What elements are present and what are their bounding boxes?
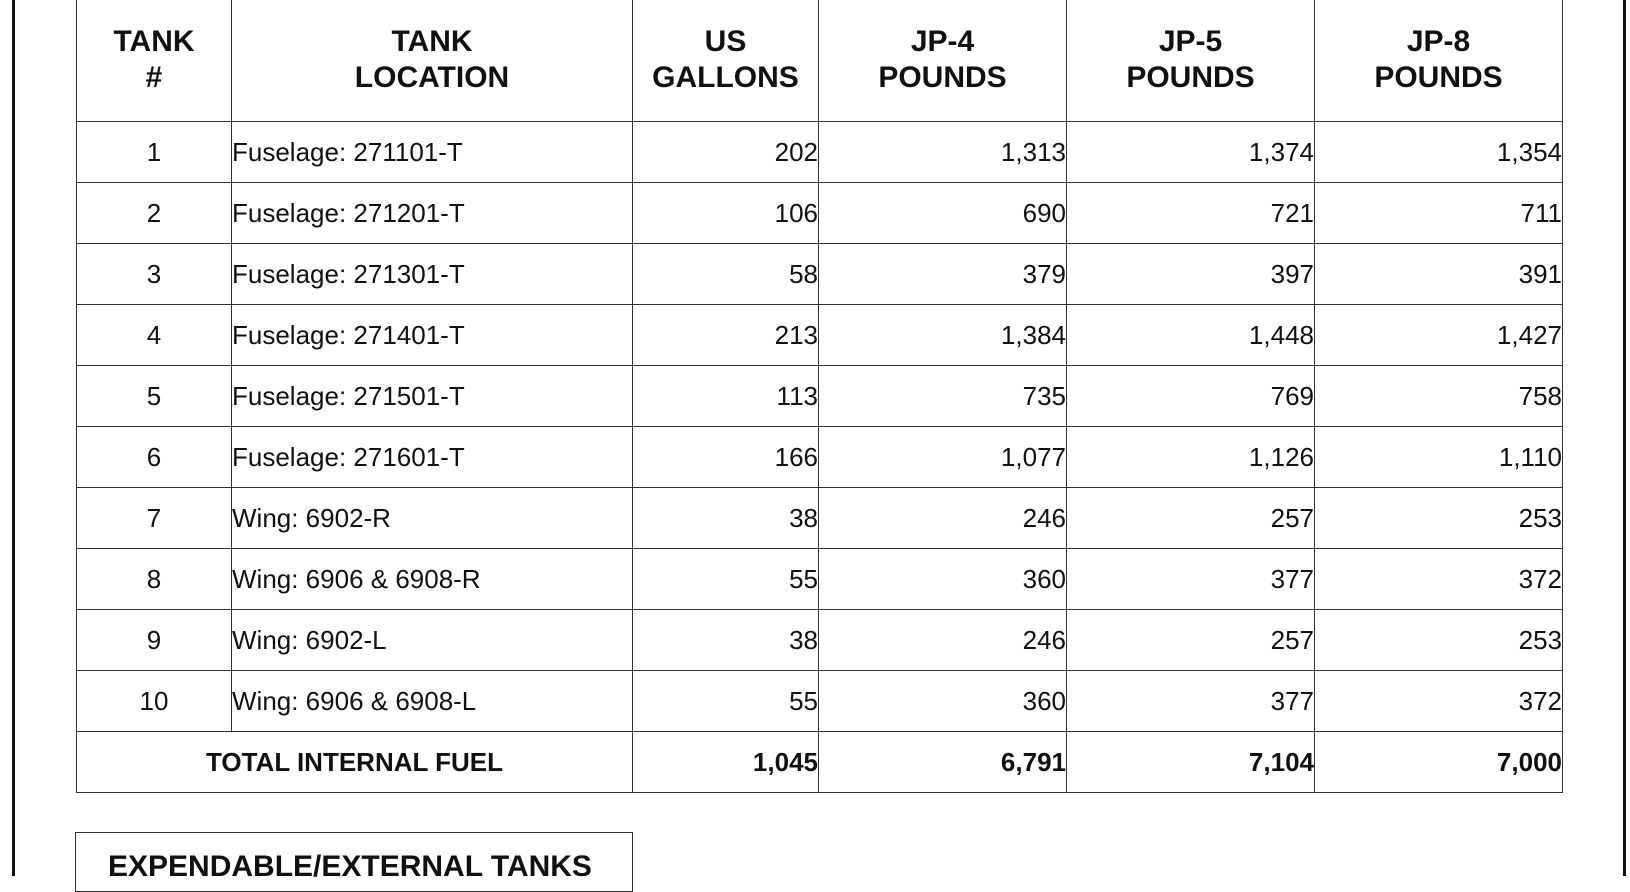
tank-number: 6 [77,427,232,488]
tank-number: 9 [77,610,232,671]
total-us-gallons: 1,045 [633,732,819,793]
jp4-pounds: 1,384 [819,305,1067,366]
jp4-pounds: 1,313 [819,122,1067,183]
tank-number: 3 [77,244,232,305]
jp8-pounds: 1,427 [1315,305,1563,366]
jp5-pounds: 377 [1067,549,1315,610]
table-row [77,305,1563,366]
tank-location: Fuselage: 271601-T [232,427,633,488]
jp4-pounds: 246 [819,610,1067,671]
header-jp5-pounds: JP-5 POUNDS [1067,0,1315,122]
header-jp4-pounds: JP-4 POUNDS [819,0,1067,122]
tank-location: Fuselage: 271301-T [232,244,633,305]
jp5-pounds: 257 [1067,610,1315,671]
jp5-pounds: 397 [1067,244,1315,305]
jp4-pounds: 246 [819,488,1067,549]
total-label: TOTAL INTERNAL FUEL [77,732,633,793]
jp5-pounds: 377 [1067,671,1315,732]
jp4-pounds: 379 [819,244,1067,305]
table-row [77,671,1563,732]
jp4-pounds: 360 [819,549,1067,610]
us-gallons: 38 [633,488,819,549]
table-body [77,122,1563,732]
table-row [77,122,1563,183]
jp4-pounds: 690 [819,183,1067,244]
table-row [77,366,1563,427]
tank-location: Wing: 6906 & 6908-L [232,671,633,732]
jp8-pounds: 391 [1315,244,1563,305]
total-jp4-pounds: 6,791 [819,732,1067,793]
us-gallons: 202 [633,122,819,183]
fuel-capacity-table [76,0,1563,793]
jp4-pounds: 735 [819,366,1067,427]
jp5-pounds: 721 [1067,183,1315,244]
table-row [77,610,1563,671]
tank-number: 8 [77,549,232,610]
us-gallons: 106 [633,183,819,244]
us-gallons: 213 [633,305,819,366]
us-gallons: 55 [633,549,819,610]
table-header [77,0,1563,122]
jp4-pounds: 1,077 [819,427,1067,488]
tank-location: Wing: 6902-R [232,488,633,549]
tank-location: Wing: 6906 & 6908-R [232,549,633,610]
header-jp8-pounds: JP-8 POUNDS [1315,0,1563,122]
tank-location: Fuselage: 271401-T [232,305,633,366]
us-gallons: 38 [633,610,819,671]
table-footer [77,732,1563,793]
us-gallons: 166 [633,427,819,488]
us-gallons: 58 [633,244,819,305]
table-row [77,549,1563,610]
jp8-pounds: 372 [1315,671,1563,732]
us-gallons: 55 [633,671,819,732]
tank-location: Wing: 6902-L [232,610,633,671]
tank-number: 7 [77,488,232,549]
jp5-pounds: 769 [1067,366,1315,427]
tank-number: 5 [77,366,232,427]
jp4-pounds: 360 [819,671,1067,732]
jp5-pounds: 1,448 [1067,305,1315,366]
tank-location: Fuselage: 271201-T [232,183,633,244]
table-row [77,427,1563,488]
jp5-pounds: 257 [1067,488,1315,549]
tank-location: Fuselage: 271101-T [232,122,633,183]
tank-location: Fuselage: 271501-T [232,366,633,427]
jp8-pounds: 372 [1315,549,1563,610]
header-tank-location: TANK LOCATION [232,0,633,122]
jp5-pounds: 1,126 [1067,427,1315,488]
jp8-pounds: 758 [1315,366,1563,427]
tank-number: 4 [77,305,232,366]
external-tanks-title: EXPENDABLE/EXTERNAL TANKS [108,850,592,883]
jp8-pounds: 711 [1315,183,1563,244]
table-row [77,183,1563,244]
total-jp5-pounds: 7,104 [1067,732,1315,793]
jp8-pounds: 1,110 [1315,427,1563,488]
table-row [77,488,1563,549]
jp8-pounds: 253 [1315,488,1563,549]
total-jp8-pounds: 7,000 [1315,732,1563,793]
tank-number: 1 [77,122,232,183]
tank-number: 2 [77,183,232,244]
jp8-pounds: 1,354 [1315,122,1563,183]
external-tanks-header [75,832,633,892]
jp5-pounds: 1,374 [1067,122,1315,183]
header-us-gallons: US GALLONS [633,0,819,122]
jp8-pounds: 253 [1315,610,1563,671]
header-tank-number: TANK # [77,0,232,122]
total-row [77,732,1563,793]
table-row [77,244,1563,305]
us-gallons: 113 [633,366,819,427]
tank-number: 10 [77,671,232,732]
